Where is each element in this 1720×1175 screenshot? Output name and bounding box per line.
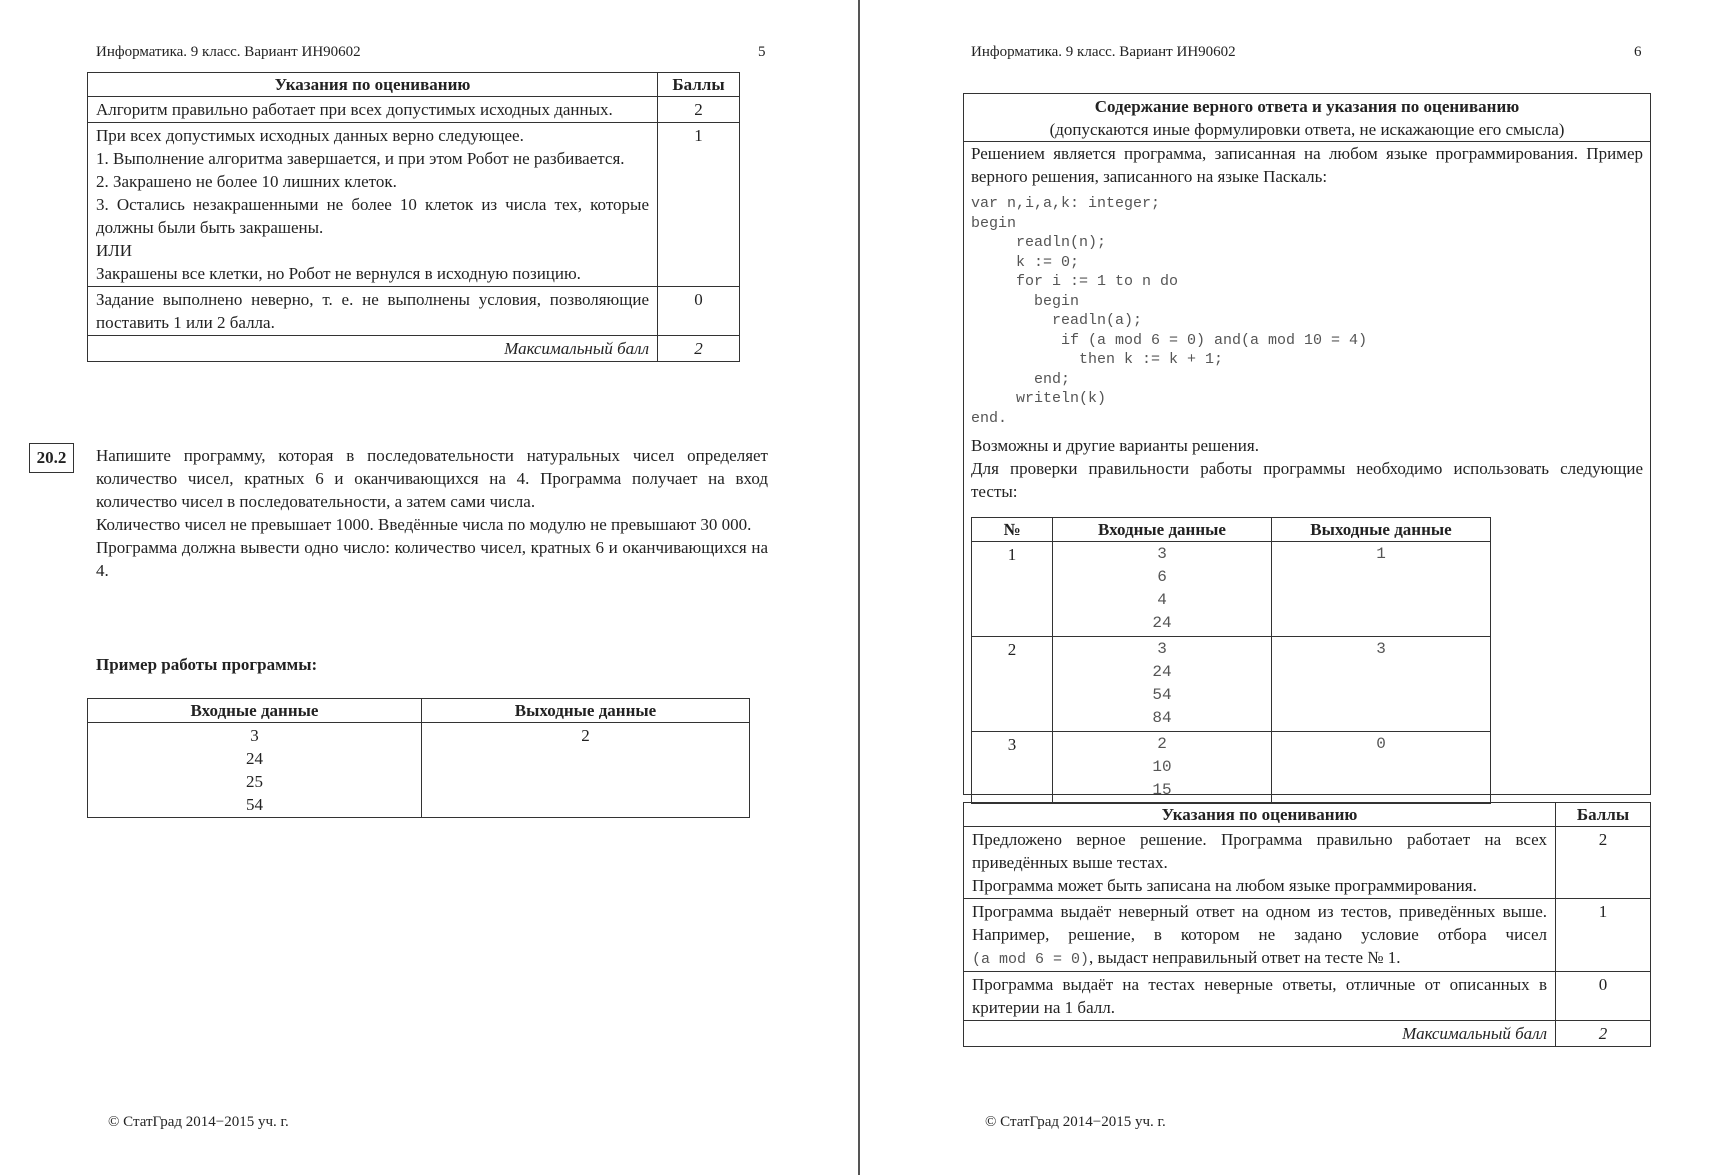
input-value: 24 [246, 749, 263, 768]
column-header: № [972, 518, 1053, 542]
column-header: Указания по оцениванию [964, 803, 1556, 827]
example-output: 2 [422, 723, 750, 818]
criteria-line: ИЛИ [96, 241, 133, 260]
test-row [972, 542, 1491, 637]
score: 1 [658, 123, 740, 287]
input-value: 54 [246, 795, 263, 814]
criteria-text-part: , выдаст неправильный ответ на тесте № 1. [1089, 948, 1401, 967]
test-input [1053, 542, 1272, 637]
other-solutions: Возможны и другие варианты решения. [971, 436, 1259, 455]
input-value: 2 [1157, 735, 1167, 753]
tests-table [971, 517, 1491, 804]
criteria-line: 1. Выполнение алгоритма завершается, и при этом Робот не разбивается. [96, 149, 625, 168]
input-value: 3 [1157, 640, 1167, 658]
criteria-table [87, 72, 740, 362]
score: 1 [1556, 899, 1651, 972]
test-input [1053, 637, 1272, 732]
column-header: Выходные данные [1272, 518, 1491, 542]
tests-intro: Для проверки правильности работы программы необходимо использовать следующие тесты: [971, 459, 1643, 501]
criteria-line: При всех допустимых исходных данных верно следующее. [96, 126, 524, 145]
criteria-text: Алгоритм правильно работает при всех допустимых исходных данных. [88, 97, 658, 123]
input-value: 24 [1152, 663, 1172, 681]
column-header: Баллы [1556, 803, 1651, 827]
code-block: var n,i,a,k: integer; begin readln(n); k := 0; for i := 1 to n do begin readln(a); if (a mod 6 = 0) and(a mod 10 = 4) then k := k + 1; end; writeln(k) end. [971, 195, 1368, 427]
test-row [972, 732, 1491, 804]
input-value: 54 [1152, 686, 1172, 704]
page-number: 5 [758, 44, 766, 60]
test-row [972, 637, 1491, 732]
test-number: 1 [972, 542, 1053, 637]
input-value: 3 [250, 726, 259, 745]
task-number: 20.2 [29, 443, 74, 473]
column-header: Выходные данные [422, 699, 750, 723]
criteria-line: Программа может быть записана на любом языке программирования. [972, 876, 1477, 895]
page-header: Информатика. 9 класс. Вариант ИН90602 [971, 44, 1236, 60]
box-subtitle: (допускаются иные формулировки ответа, не искажающие его смысла) [964, 118, 1650, 142]
max-score-label: Максимальный балл [88, 336, 658, 362]
test-output: 3 [1272, 637, 1491, 732]
page-divider [858, 0, 860, 1175]
max-score: 2 [658, 336, 740, 362]
page-number: 6 [1634, 44, 1642, 60]
page-header: Информатика. 9 класс. Вариант ИН90602 [96, 44, 361, 60]
input-value: 3 [1157, 545, 1167, 563]
column-header: Входные данные [88, 699, 422, 723]
column-header: Указания по оцениванию [88, 73, 658, 97]
input-value: 25 [246, 772, 263, 791]
example-title: Пример работы программы: [96, 655, 318, 674]
test-number: 3 [972, 732, 1053, 804]
test-number: 2 [972, 637, 1053, 732]
column-header: Входные данные [1053, 518, 1272, 542]
task-text [96, 444, 768, 582]
input-value: 4 [1157, 591, 1167, 609]
criteria-text [964, 899, 1556, 972]
criteria-text: Задание выполнено неверно, т. е. не выполнены условия, позволяющие поставить 1 или 2 балла. [88, 287, 658, 336]
column-header: Баллы [658, 73, 740, 97]
task-paragraph: Напишите программу, которая в последовательности натуральных чисел определяет количество чисел, кратных 6 и оканчивающихся на 4. Программа получает на вход количество чисел в последовательности, а затем сами числа. [96, 446, 768, 511]
example-table [87, 698, 750, 818]
test-input [1053, 732, 1272, 804]
max-score-label: Максимальный балл [964, 1020, 1556, 1046]
input-value: 15 [1152, 781, 1172, 799]
test-output: 1 [1272, 542, 1491, 637]
inline-code: (a mod 6 = 0) [972, 951, 1090, 968]
input-value: 10 [1152, 758, 1172, 776]
input-value: 24 [1152, 614, 1172, 632]
example-input [88, 723, 422, 818]
input-value: 6 [1157, 568, 1167, 586]
criteria-table [963, 802, 1651, 1047]
intro-text: Решением является программа, записанная на любом языке программирования. Пример верного решения, записанного на языке Паскаль: [971, 144, 1643, 186]
criteria-text [964, 827, 1556, 899]
test-output: 0 [1272, 732, 1491, 804]
box-title: Содержание верного ответа и указания по оцениванию [1094, 97, 1520, 116]
score: 0 [1556, 971, 1651, 1020]
criteria-line: Закрашены все клетки, но Робот не вернулся в исходную позицию. [96, 264, 581, 283]
score: 0 [658, 287, 740, 336]
footer: © СтатГрад 2014−2015 уч. г. [108, 1114, 289, 1130]
criteria-text [88, 123, 658, 287]
criteria-line: 3. Остались незакрашенными не более 10 клеток из числа тех, которые должны были быть закрашены. [96, 195, 649, 237]
score: 2 [1556, 827, 1651, 899]
criteria-text: Программа выдаёт на тестах неверные ответы, отличные от описанных в критерии на 1 балл. [964, 971, 1556, 1020]
max-score: 2 [1556, 1020, 1651, 1046]
footer: © СтатГрад 2014−2015 уч. г. [985, 1114, 1166, 1130]
input-value: 84 [1152, 709, 1172, 727]
criteria-line: Предложено верное решение. Программа правильно работает на всех приведённых выше тестах. [972, 830, 1547, 872]
score: 2 [658, 97, 740, 123]
criteria-text-part: Программа выдаёт неверный ответ на одном из тестов, приведённых выше. Например, решение, в котором не задано условие отбора чисел [972, 902, 1547, 944]
task-paragraph: Количество чисел не превышает 1000. Введённые числа по модулю не превышают 30 000. [96, 515, 752, 534]
task-paragraph: Программа должна вывести одно число: количество чисел, кратных 6 и оканчивающихся на 4. [96, 538, 768, 580]
criteria-line: 2. Закрашено не более 10 лишних клеток. [96, 172, 397, 191]
